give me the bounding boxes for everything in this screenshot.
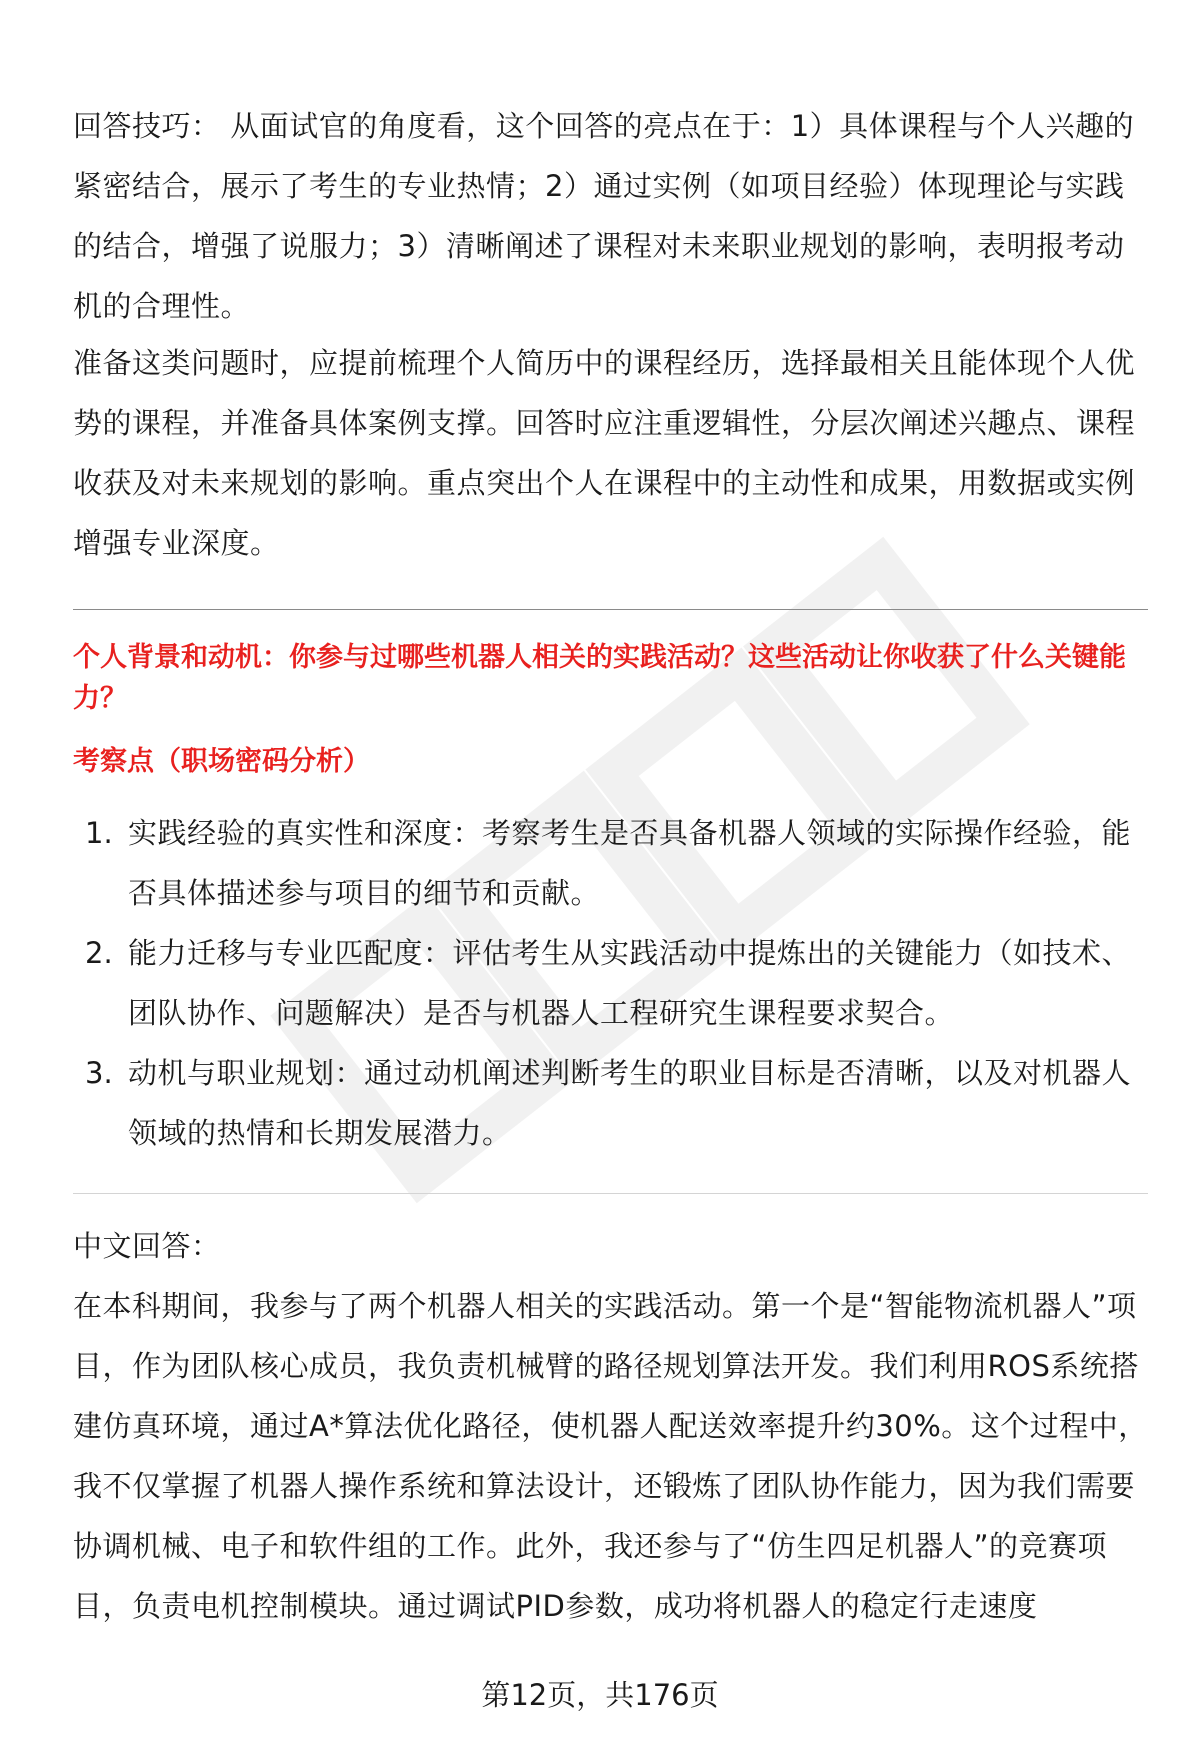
preparation-paragraph: 准备这类问题时，应提前梳理个人简历中的课程经历，选择最相关且能体现个人优势的课程，并准备具体案例支撑。回答时应注重逻辑性，分层次阐述兴趣点、课程收获及对未来规划的影响。重点突出个人在课程中的主动性和成果，用数据或实例增强专业深度。	[73, 346, 1136, 560]
analysis-item	[73, 1043, 1148, 1163]
section-divider-light	[73, 1193, 1148, 1194]
section-divider	[73, 609, 1148, 610]
page-content	[73, 96, 1148, 1636]
answer-tips-paragraph	[73, 96, 1148, 336]
analysis-item-text: 动机与职业规划：通过动机阐述判断考生的职业目标是否清晰，以及对机器人领域的热情和长期发展潜力。	[128, 1056, 1132, 1150]
answer-body: 在本科期间，我参与了两个机器人相关的实践活动。第一个是“智能物流机器人”项目，作为团队核心成员，我负责机械臂的路径规划算法开发。我们利用ROS系统搭建仿真环境，通过A*算法优化路径，使机器人配送效率提升约30%。这个过程中，我不仅掌握了机器人操作系统和算法设计，还锻炼了团队协作能力，因为我们需要协调机械、电子和软件组的工作。此外，我还参与了“仿生四足机器人”的竞赛项目，负责电机控制模块。通过调试PID参数，成功将机器人的稳定行走速度	[73, 1289, 1148, 1623]
analysis-item	[73, 803, 1148, 923]
answer-label: 中文回答：	[73, 1229, 221, 1263]
analysis-heading: 考察点（职场密码分析）	[73, 746, 370, 777]
page-number: 第12页，共176页	[481, 1678, 719, 1712]
tips-body: 从面试官的角度看，这个回答的亮点在于：1）具体课程与个人兴趣的紧密结合，展示了考生的专业热情；2）通过实例（如项目经验）体现理论与实践的结合，增强了说服力；3）清晰阐述了课程对未来职业规划的影响，表明报考动机的合理性。	[73, 109, 1135, 323]
analysis-item-text: 实践经验的真实性和深度：考察考生是否具备机器人领域的实际操作经验，能否具体描述参与项目的细节和贡献。	[128, 816, 1132, 910]
question-title: 个人背景和动机：你参与过哪些机器人相关的实践活动？这些活动让你收获了什么关键能力？	[73, 642, 1126, 714]
list-number: 2.	[85, 936, 113, 970]
analysis-item	[73, 923, 1148, 1043]
analysis-list	[73, 803, 1148, 1163]
list-number: 3.	[85, 1056, 113, 1090]
tips-label: 回答技巧：	[73, 109, 221, 143]
analysis-item-text: 能力迁移与专业匹配度：评估考生从实践活动中提炼出的关键能力（如技术、团队协作、问题解决）是否与机器人工程研究生课程要求契合。	[128, 936, 1132, 1030]
list-number: 1.	[85, 816, 113, 850]
